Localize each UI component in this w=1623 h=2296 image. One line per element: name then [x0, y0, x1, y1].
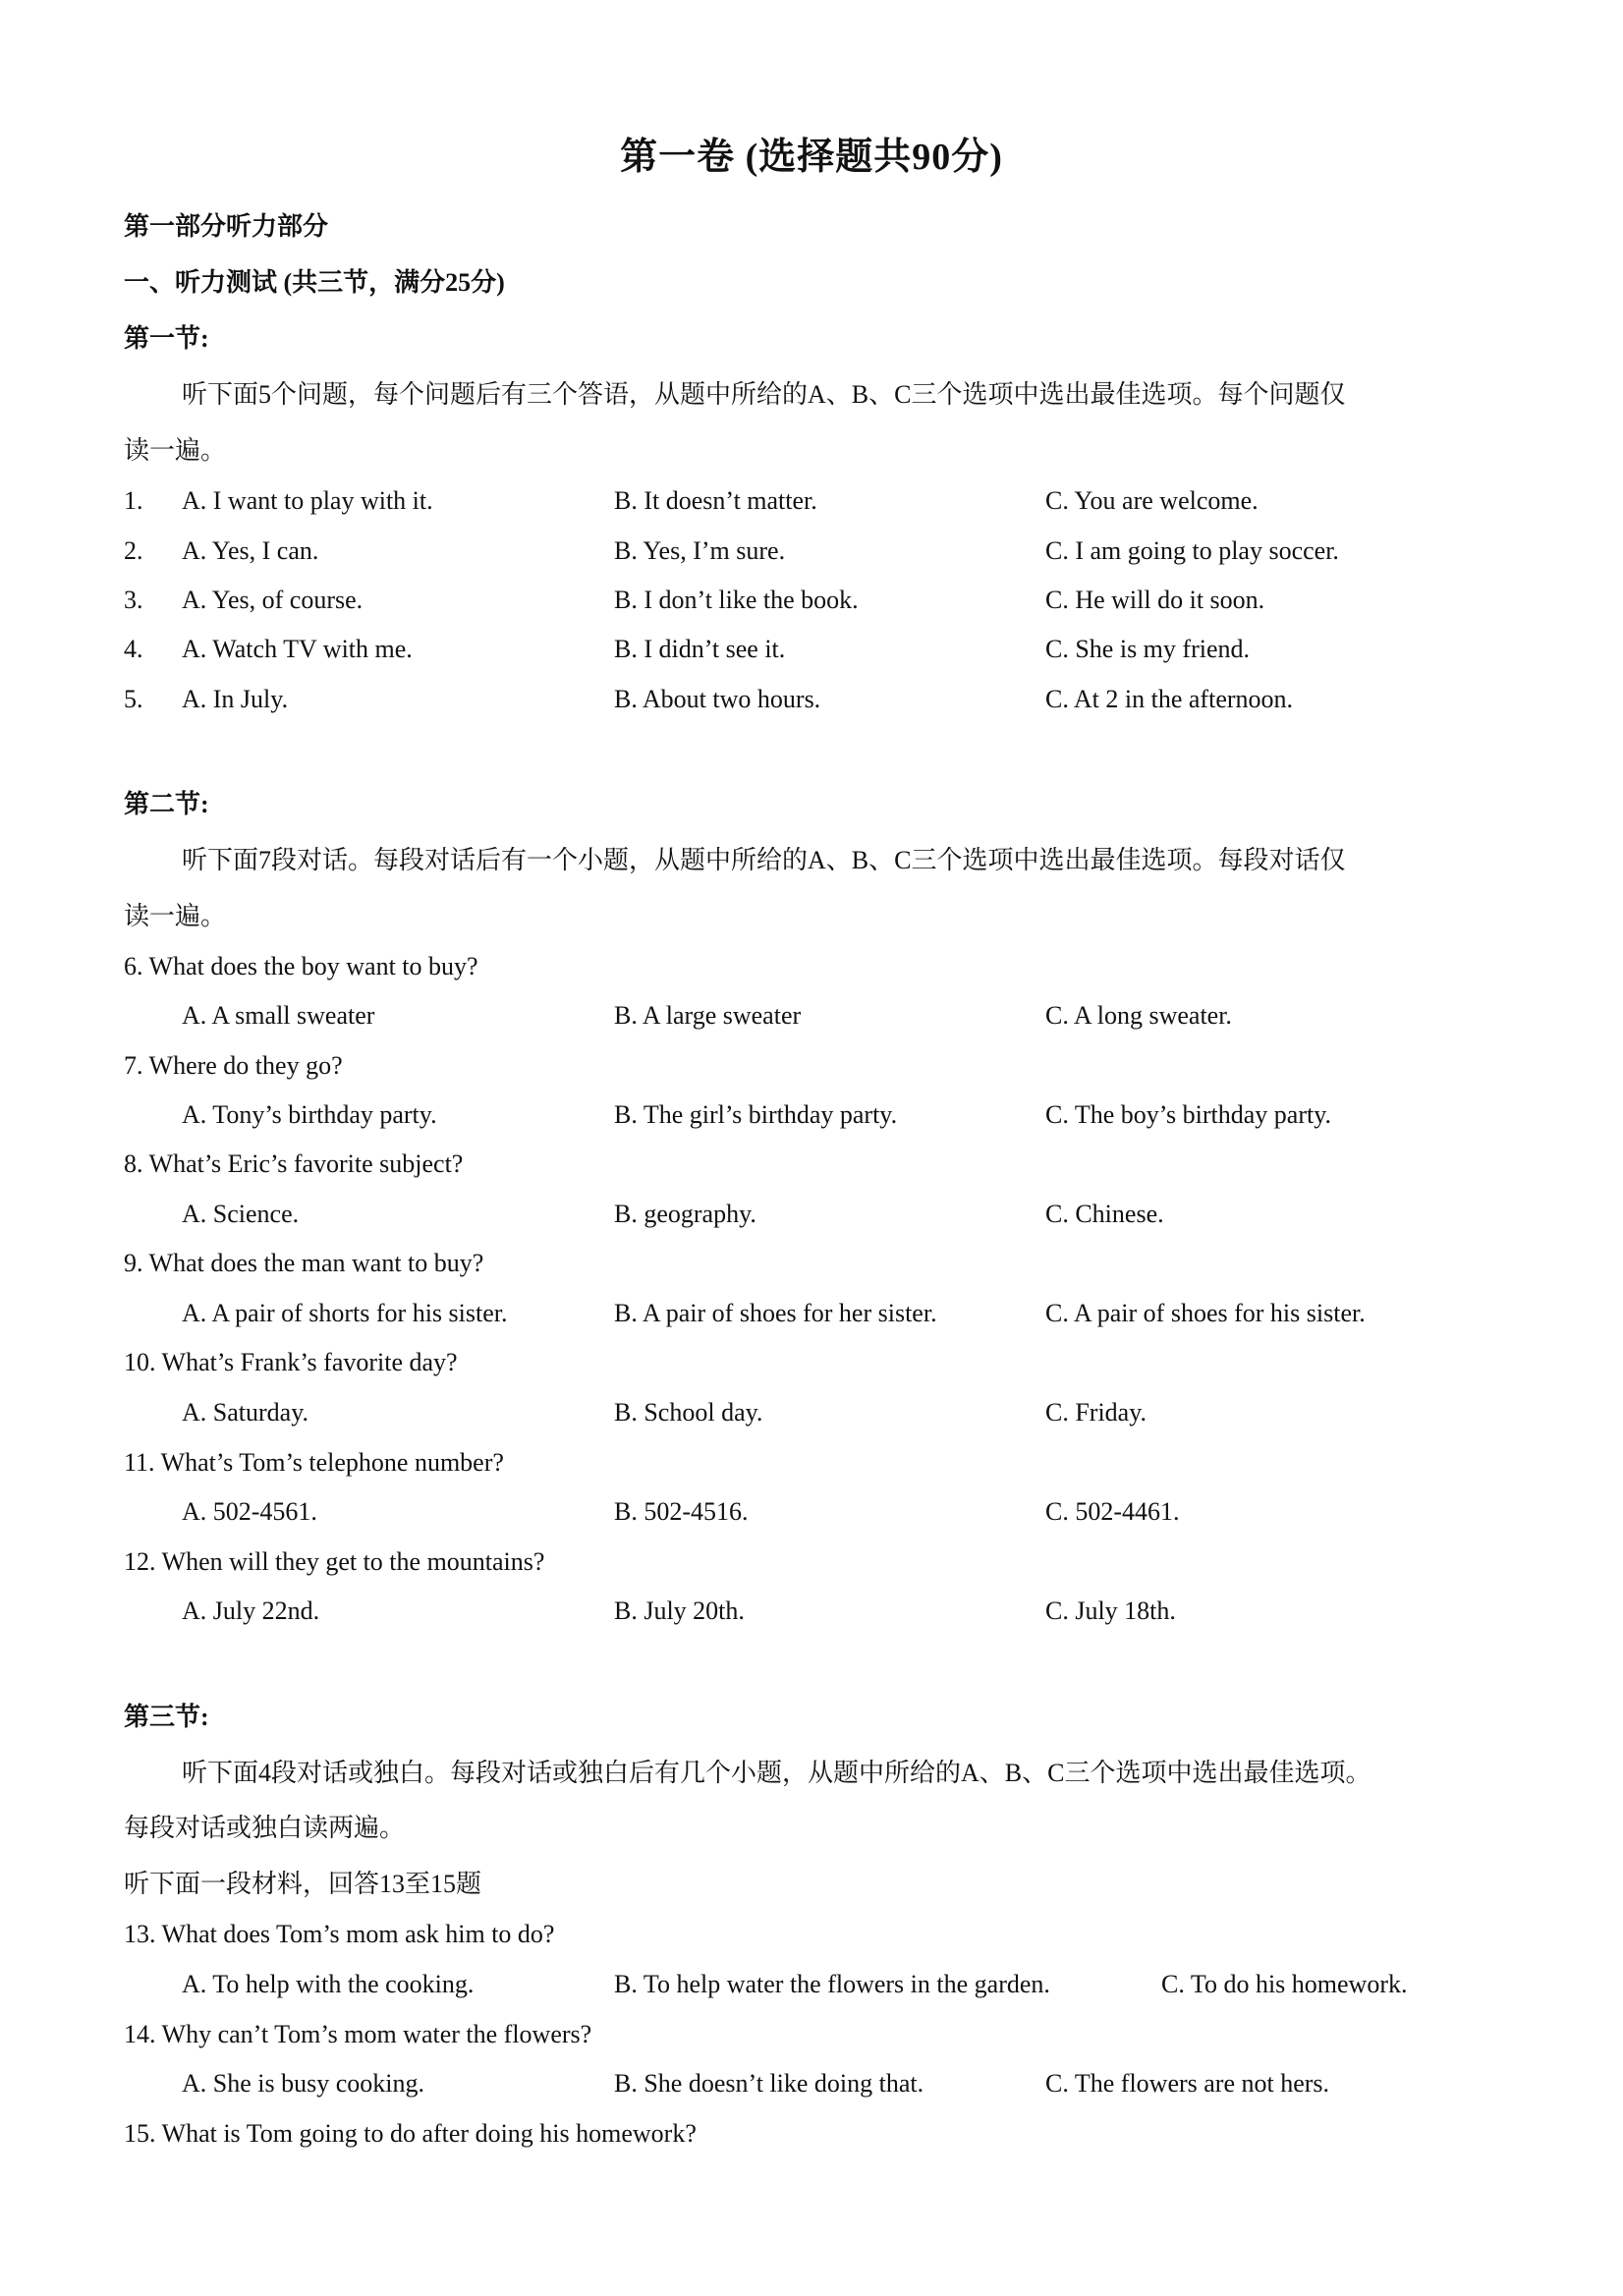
- sec2-q11-option-b: B. 502-4516.: [614, 1497, 749, 1526]
- sec2-q6-option-b: B. A large sweater: [614, 1001, 802, 1030]
- sec1-q4-option-a: A. Watch TV with me.: [182, 635, 413, 663]
- sec2-q9-option-b: B. A pair of shoes for her sister.: [614, 1299, 937, 1327]
- sec2-q8-option-c: C. Chinese.: [1045, 1200, 1164, 1228]
- sec2-q11-option-a: A. 502-4561.: [182, 1497, 317, 1526]
- sec3-q13-option-c: C. To do his homework.: [1161, 1970, 1408, 1998]
- sec3-q13-option-b: B. To help water the flowers in the garden.: [614, 1970, 1050, 1998]
- sec2-label: 第二节:: [124, 790, 209, 818]
- sec1-q4-number: 4.: [124, 635, 143, 663]
- sec1-q5-number: 5.: [124, 685, 143, 713]
- sec2-q7-question: 7. Where do they go?: [124, 1051, 343, 1080]
- sec1-q5-option-c: C. At 2 in the afternoon.: [1045, 685, 1294, 713]
- sec1-q5-option-b: B. About two hours.: [614, 685, 821, 713]
- sec1-q3-option-a: A. Yes, of course.: [182, 586, 364, 614]
- sec3-q14-option-c: C. The flowers are not hers.: [1045, 2069, 1330, 2098]
- sec3-q13-option-a: A. To help with the cooking.: [182, 1970, 475, 1998]
- sec2-q9-option-a: A. A pair of shorts for his sister.: [182, 1299, 508, 1327]
- sec2-q6-question: 6. What does the boy want to buy?: [124, 952, 478, 980]
- sec1-q2-number: 2.: [124, 536, 143, 565]
- sec3-q15-question: 15. What is Tom going to do after doing his homework?: [124, 2119, 697, 2148]
- sec1-q3-option-b: B. I don’t like the book.: [614, 586, 859, 614]
- sec3-q14-option-b: B. She doesn’t like doing that.: [614, 2069, 924, 2098]
- sec1-q1-option-b: B. It doesn’t matter.: [614, 486, 817, 515]
- sec1-q1-option-c: C. You are welcome.: [1045, 486, 1259, 515]
- sec2-q7-option-c: C. The boy’s birthday party.: [1045, 1100, 1332, 1129]
- sec2-q6-option-c: C. A long sweater.: [1045, 1001, 1232, 1030]
- sec1-q4-option-c: C. She is my friend.: [1045, 635, 1250, 663]
- sec1-q1-option-a: A. I want to play with it.: [182, 486, 433, 515]
- sec2-q10-option-a: A. Saturday.: [182, 1398, 309, 1427]
- sec2-q8-option-b: B. geography.: [614, 1200, 756, 1228]
- section-heading: 一、听力测试 (共三节，满分25分): [124, 268, 505, 297]
- sec2-q10-question: 10. What’s Frank’s favorite day?: [124, 1348, 458, 1376]
- sec2-q12-question: 12. When will they get to the mountains?: [124, 1547, 545, 1576]
- sec2-q12-option-a: A. July 22nd.: [182, 1596, 320, 1625]
- sec2-q8-question: 8. What’s Eric’s favorite subject?: [124, 1149, 464, 1178]
- sec2-q6-option-a: A. A small sweater: [182, 1001, 375, 1030]
- sec3-q14-option-a: A. She is busy cooking.: [182, 2069, 424, 2098]
- part-heading: 第一部分听力部分: [124, 212, 329, 241]
- sec1-q3-option-c: C. He will do it soon.: [1045, 586, 1265, 614]
- sec1-q2-option-b: B. Yes, I’m sure.: [614, 536, 786, 565]
- sec1-q5-option-a: A. In July.: [182, 685, 289, 713]
- sec1-instructions: 听下面5个问题，每个问题后有三个答语，从题中所给的A、B、C三个选项中选出最佳选项。每个问题仅: [182, 380, 1346, 409]
- sec2-instructions: 听下面7段对话。每段对话后有一个小题，从题中所给的A、B、C三个选项中选出最佳选项。每段对话仅: [182, 846, 1346, 874]
- sec1-q3-number: 3.: [124, 586, 143, 614]
- sec2-q11-question: 11. What’s Tom’s telephone number?: [124, 1448, 504, 1477]
- sec1-q4-option-b: B. I didn’t see it.: [614, 635, 786, 663]
- sec2-q12-option-c: C. July 18th.: [1045, 1596, 1176, 1625]
- sec2-instructions-cont: 读一遍。: [124, 902, 227, 930]
- sec3-material-note: 听下面一段材料，回答13至15题: [124, 1870, 482, 1898]
- sec3-label: 第三节:: [124, 1703, 209, 1731]
- page-title: 第一卷 (选择题共90分): [620, 137, 1003, 178]
- sec1-instructions-cont: 读一遍。: [124, 436, 227, 465]
- sec2-q10-option-c: C. Friday.: [1045, 1398, 1147, 1427]
- sec3-instructions: 听下面4段对话或独白。每段对话或独白后有几个小题，从题中所给的A、B、C三个选项中选出最佳选项。: [182, 1759, 1371, 1787]
- sec2-q8-option-a: A. Science.: [182, 1200, 300, 1228]
- sec1-q1-number: 1.: [124, 486, 143, 515]
- sec2-q10-option-b: B. School day.: [614, 1398, 763, 1427]
- sec2-q9-option-c: C. A pair of shoes for his sister.: [1045, 1299, 1366, 1327]
- sec1-label: 第一节:: [124, 324, 209, 353]
- sec1-q2-option-c: C. I am going to play soccer.: [1045, 536, 1339, 565]
- sec2-q9-question: 9. What does the man want to buy?: [124, 1249, 484, 1277]
- sec3-q13-question: 13. What does Tom’s mom ask him to do?: [124, 1920, 555, 1948]
- sec3-instructions-cont: 每段对话或独白读两遍。: [124, 1814, 406, 1842]
- sec3-q14-question: 14. Why can’t Tom’s mom water the flowers?: [124, 2020, 592, 2048]
- sec2-q11-option-c: C. 502-4461.: [1045, 1497, 1180, 1526]
- sec1-q2-option-a: A. Yes, I can.: [182, 536, 319, 565]
- sec2-q7-option-a: A. Tony’s birthday party.: [182, 1100, 437, 1129]
- sec2-q12-option-b: B. July 20th.: [614, 1596, 745, 1625]
- sec2-q7-option-b: B. The girl’s birthday party.: [614, 1100, 898, 1129]
